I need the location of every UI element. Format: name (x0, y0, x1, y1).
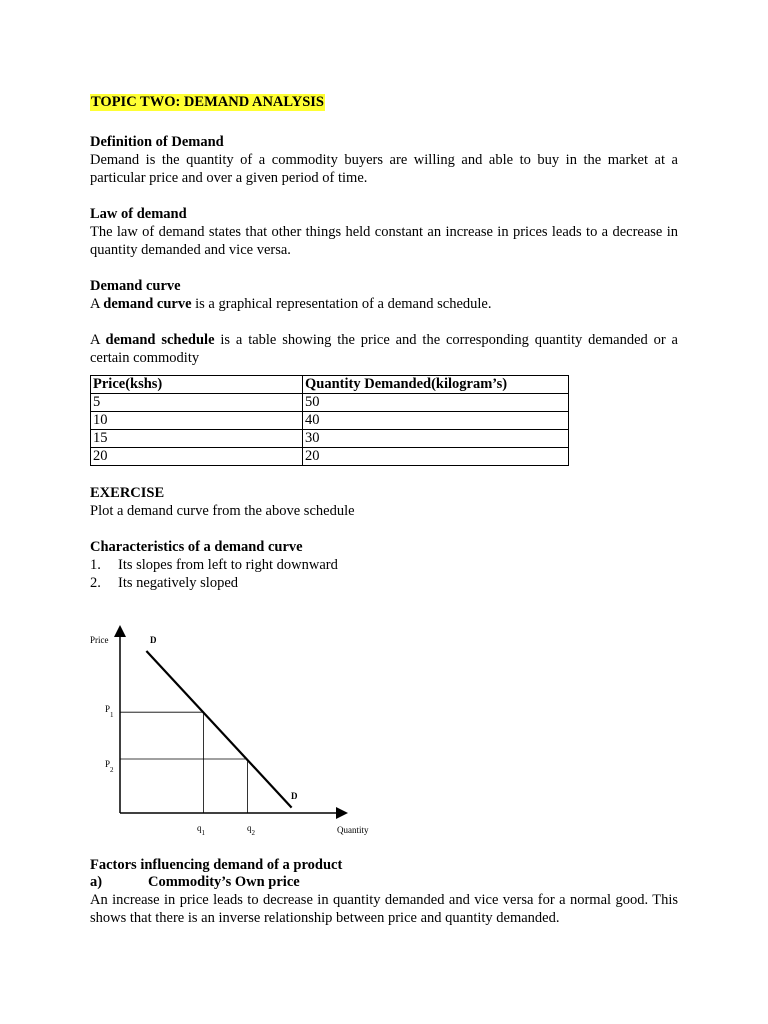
table-header: Price(kshs) (91, 376, 303, 394)
exercise-heading: EXERCISE (90, 485, 165, 501)
p1-text: P (105, 704, 111, 714)
q1-sub: 1 (201, 829, 205, 837)
table-cell: 50 (303, 394, 569, 412)
text-fragment: is a graphical representation of a demand schedule. (191, 296, 492, 312)
demand-curve-chart (80, 625, 380, 840)
q2-text: q (247, 823, 252, 833)
document-page (90, 94, 678, 592)
table-header: Quantity Demanded(kilogram’s) (303, 376, 569, 394)
factor-a-heading (90, 874, 678, 891)
text-fragment: is a table showing the price and the corresponding quantity demanded or a certain commodity (90, 332, 678, 366)
list-number: 1. (90, 557, 101, 573)
law-text: The law of demand states that other things held constant an increase in prices leads to a decrease in quantity demanded and vice versa. (90, 224, 678, 258)
list-number: 2. (90, 575, 101, 591)
q1-label (197, 823, 206, 837)
factor-title: Commodity’s Own price (148, 874, 300, 890)
guide-lines (120, 712, 248, 813)
table-row (91, 394, 569, 412)
curve-label-bottom: D (291, 791, 298, 801)
y-axis-label: Price (90, 635, 109, 645)
p2-sub: 2 (110, 766, 114, 774)
demand-curve-line (146, 651, 291, 808)
table-cell: 40 (303, 412, 569, 430)
demand-schedule-table (90, 375, 569, 466)
x-axis-label: Quantity (337, 825, 369, 835)
bold-term: demand schedule (105, 332, 215, 348)
list-item (90, 556, 678, 574)
q2-label (247, 823, 256, 837)
law-heading: Law of demand (90, 206, 187, 222)
definition-text: Demand is the quantity of a commodity buyers are willing and able to buy in the market at a particular price and over a given period of time. (90, 152, 678, 186)
p1-sub: 1 (110, 711, 114, 719)
table-cell: 10 (91, 412, 303, 430)
table-cell: 20 (303, 448, 569, 466)
table-cell: 20 (91, 448, 303, 466)
demand-curve-heading: Demand curve (90, 278, 181, 294)
list-text: Its slopes from left to right downward (118, 557, 338, 573)
page-title: TOPIC TWO: DEMAND ANALYSIS (91, 94, 324, 110)
table-cell: 5 (91, 394, 303, 412)
table-row (91, 448, 569, 466)
p1-label (105, 704, 114, 719)
factor-a-text: An increase in price leads to decrease in quantity demanded and vice versa for a normal good. This shows that there is an inverse relationship between price and quantity demanded. (90, 892, 678, 926)
factor-letter: a) (90, 874, 103, 890)
text-fragment: A (90, 296, 104, 312)
table-row (91, 430, 569, 448)
factors-section (90, 856, 678, 927)
definition-heading: Definition of Demand (90, 134, 224, 150)
q1-text: q (197, 823, 202, 833)
characteristics-list (90, 556, 678, 592)
table-header-row (91, 376, 569, 394)
characteristics-heading: Characteristics of a demand curve (90, 539, 303, 555)
demand-curve-text (90, 295, 678, 313)
factors-heading: Factors influencing demand of a product (90, 857, 343, 873)
p2-text: P (105, 759, 111, 769)
q2-sub: 2 (251, 829, 255, 837)
exercise-text: Plot a demand curve from the above schedule (90, 503, 355, 519)
p2-label (105, 759, 114, 774)
table-row (91, 412, 569, 430)
list-text: Its negatively sloped (118, 575, 239, 591)
bold-term: demand curve (103, 296, 192, 312)
demand-schedule-text (90, 331, 678, 367)
table-cell: 30 (303, 430, 569, 448)
list-item (90, 574, 678, 592)
text-fragment: A (90, 332, 106, 348)
table-cell: 15 (91, 430, 303, 448)
curve-label-top: D (150, 635, 157, 645)
